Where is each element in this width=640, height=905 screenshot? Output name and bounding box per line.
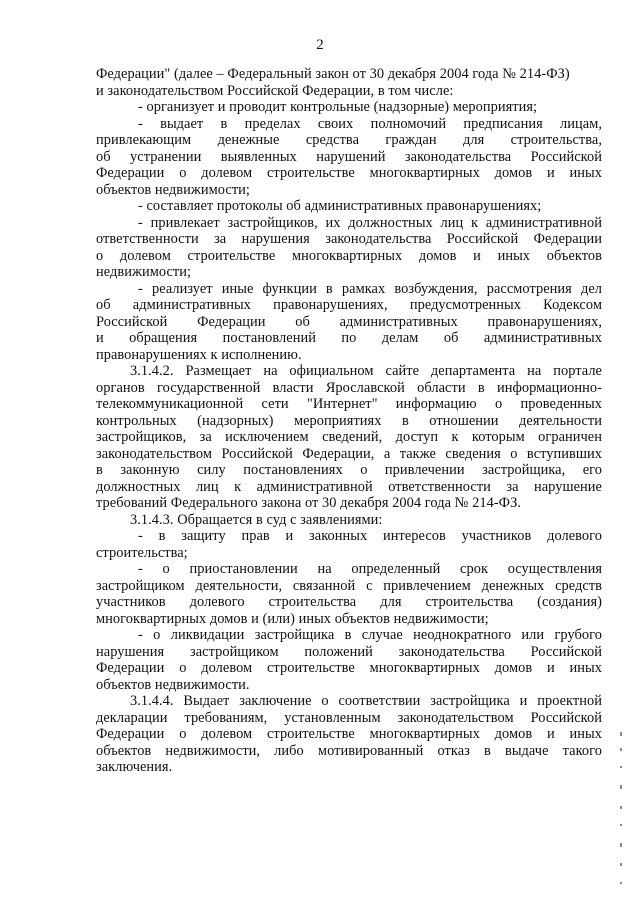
document-line: органов государственной власти Ярославской области в информационно-	[96, 379, 602, 396]
document-line: - в защиту прав и законных интересов участников долевого	[138, 528, 602, 544]
document-line: недвижимости;	[96, 264, 192, 280]
document-line: объектов недвижимости.	[96, 676, 250, 693]
document-line: правонарушениях к исполнению.	[96, 346, 302, 363]
document-body	[96, 66, 602, 776]
document-line: Российской Федерации об административных правонарушениях,	[96, 313, 602, 330]
document-line: требований Федерального закона от 30 декабря 2004 года № 214-ФЗ.	[96, 495, 522, 511]
document-line: об устранении выявленных нарушений законодательства Российской	[96, 148, 602, 165]
document-line: об административных правонарушениях, предусмотренных Кодексом	[96, 297, 602, 313]
document-line: телекоммуникационной сети "Интернет" информацию о проведенных	[96, 396, 602, 412]
document-line: о долевом строительстве многоквартирных домов и иных объектов	[96, 247, 602, 264]
document-line: - организует и проводит контрольные (надзорные) мероприятия;	[138, 99, 538, 115]
document-line: должностных лиц к административной ответственности за нарушение	[96, 478, 602, 495]
document-line: в законную силу постановлениях о привлечении застройщика, его	[96, 462, 602, 478]
document-line: - о приостановлении на определенный срок осуществления	[138, 561, 602, 577]
document-line: нарушения застройщиком положений законодательства Российской	[96, 643, 602, 660]
document-line: Федерации о долевом строительстве многоквартирных домов и иных	[96, 726, 602, 742]
document-line: объектов недвижимости;	[96, 181, 250, 198]
scan-margin-marks	[616, 722, 628, 905]
document-line: - привлекает застройщиков, их должностных лиц к административной	[138, 214, 602, 231]
document-line: декларации требованиям, установленным законодательством Российской	[96, 709, 602, 726]
document-line: строительства;	[96, 544, 188, 561]
document-line: - о ликвидации застройщика в случае неоднократного или грубого	[138, 627, 602, 643]
document-line: застройщиком деятельности, связанной с привлечением денежных средств	[96, 577, 602, 594]
document-line: участников долевого строительства для строительства (создания)	[96, 594, 602, 610]
document-line: - выдает в пределах своих полномочий предписания лицам,	[138, 115, 602, 132]
document-line: ответственности за нарушения законодательства Российской Федерации	[96, 231, 602, 247]
page-number: 2	[316, 37, 324, 53]
document-line: - реализует иные функции в рамках возбуждения, рассмотрения дел	[138, 280, 602, 297]
document-line: Федерации о долевом строительстве многоквартирных домов и иных	[96, 660, 602, 676]
document-line: Федерации" (далее – Федеральный закон от 30 декабря 2004 года № 214-ФЗ)	[96, 66, 570, 82]
document-line: застройщиков, за исключением сведений, доступ к которым ограничен	[96, 429, 602, 445]
document-line: контрольных (надзорных) мероприятиях в отношении деятельности	[96, 412, 602, 429]
document-line: и обращения постановлений по делам об административных	[96, 330, 602, 346]
document-line: и законодательством Российской Федерации, в том числе:	[96, 82, 454, 99]
document-line: многоквартирных домов и (или) иных объектов недвижимости;	[96, 610, 489, 627]
document-line: привлекающим денежные средства граждан для строительства,	[96, 132, 602, 148]
document-line: - составляет протоколы об административных правонарушениях;	[138, 198, 542, 214]
document-line: заключения.	[96, 759, 173, 775]
document-line: объектов недвижимости, либо мотивированный отказ в выдаче такого	[96, 742, 602, 759]
document-line: 3.1.4.2. Размещает на официальном сайте департамента на портале	[130, 363, 602, 379]
document-line: Федерации о долевом строительстве многоквартирных домов и иных	[96, 165, 602, 181]
document-line: законодательством Российской Федерации, а также сведения о вступивших	[96, 445, 602, 462]
document-line: 3.1.4.3. Обращается в суд с заявлениями:	[130, 511, 383, 528]
document-line: 3.1.4.4. Выдает заключение о соответствии застройщика и проектной	[130, 693, 602, 709]
